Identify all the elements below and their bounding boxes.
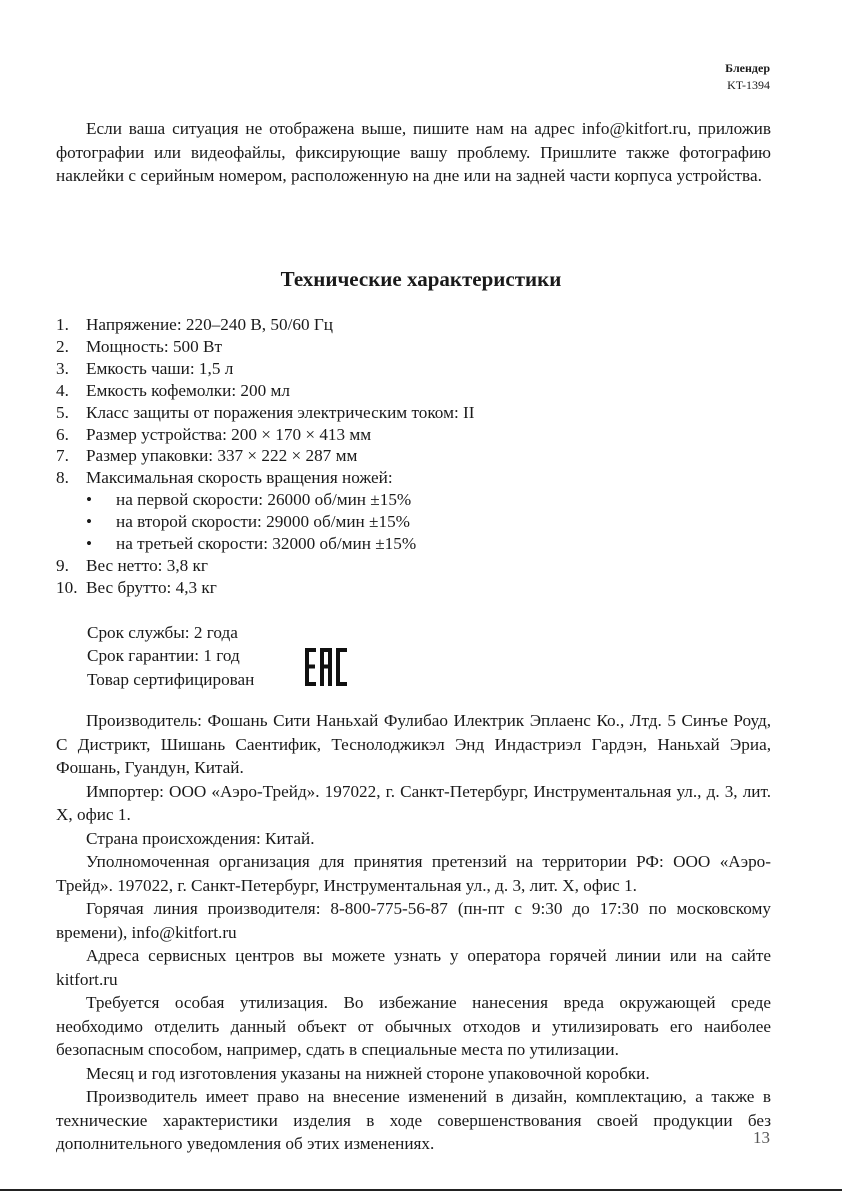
spec-sub-text: на третьей скорости: 32000 об/мин ±15% [116,534,417,554]
spec-text: Вес брутто: 4,3 кг [86,577,217,597]
spec-number: 8. [56,468,69,488]
manufacturer-paragraph: Производитель: Фошань Сити Наньхай Фулибао Илектрик Эплаенс Ко., Лтд. 5 Синъе Роуд, С Дистрикт, Шишань Саентифик, Теснолоджикэл Энд Индастриэл Гардэн, Наньхай Эриа, Фошань, Гуандун, Китай. [56,711,771,777]
spec-text: Мощность: 500 Вт [86,336,223,356]
spec-sub-item [56,489,756,511]
spec-item [56,467,756,489]
certification-note: Товар сертифицирован [87,669,255,689]
bullet-icon: • [86,534,93,554]
spec-number: 1. [56,315,69,334]
service-centers-paragraph: Адреса сервисных центров вы можете узнать у оператора горячей линии или на сайте kitfort.ru [56,946,771,989]
bullet-icon: • [86,490,93,510]
warranty-period: Срок гарантии: 1 год [87,646,240,666]
eac-mark-icon [304,647,348,687]
spec-text: Максимальная скорость вращения ножей: [86,468,393,488]
intro-section [56,117,771,188]
spec-item [56,555,756,577]
product-name: Блендер [725,61,770,75]
bottom-divider [0,1189,842,1191]
spec-number: 3. [56,358,69,378]
spec-text: Вес нетто: 3,8 кг [86,555,208,575]
spec-text: Напряжение: 220–240 В, 50/60 Гц [86,315,333,334]
spec-number: 2. [56,336,69,356]
model-number: KT-1394 [727,78,770,92]
spec-number: 6. [56,424,69,444]
spec-item [56,380,756,402]
spec-item [56,445,756,467]
spec-text: Размер устройства: 200 × 170 × 413 мм [86,424,372,444]
spec-item [56,336,756,358]
info-section [56,709,771,1156]
page-header [725,60,770,94]
bullet-icon: • [86,512,93,532]
spec-number: 4. [56,380,69,400]
spec-number: 9. [56,555,69,575]
specs-list [56,314,756,599]
spec-number: 7. [56,446,69,466]
spec-sub-text: на первой скорости: 26000 об/мин ±15% [116,490,412,510]
hotline-paragraph: Горячая линия производителя: 8-800-775-56-87 (пн-пт с 9:30 до 17:30 по московскому времени), info@kitfort.ru [56,899,771,942]
spec-text: Класс защиты от поражения электрическим током: II [86,402,475,422]
spec-text: Емкость кофемолки: 200 мл [86,380,290,400]
manufacture-date-paragraph: Месяц и год изготовления указаны на нижней стороне упаковочной коробки. [86,1063,650,1083]
spec-item [56,314,756,336]
spec-text: Емкость чаши: 1,5 л [86,358,234,378]
service-life: Срок службы: 2 года [87,623,238,642]
specs-title: Технические характеристики [280,267,562,291]
changes-paragraph: Производитель имеет право на внесение изменений в дизайн, комплектацию, а также в технические характеристики изделия в ходе совершенствования своей продукции без дополнительного уведомления об этих изменениях. [56,1087,771,1153]
spec-number: 5. [56,402,69,422]
service-info [87,621,254,691]
spec-item [56,424,756,446]
spec-sub-item [56,511,756,533]
spec-item [56,577,756,599]
spec-item [56,402,756,424]
page-number: 13 [753,1128,770,1147]
authorized-org-paragraph: Уполномоченная организация для принятия претензий на территории РФ: ООО «Аэро-Трейд». 197022, г. Санкт-Петербург, Инструментальная ул., д. 3, лит. Х, офис 1. [56,852,771,895]
spec-item [56,358,756,380]
disposal-paragraph: Требуется особая утилизация. Во избежание нанесения вреда окружающей среде необходимо отделить данный объект от обычных отходов и утилизировать его наиболее безопасным способом, например, сдать в специальные места по утилизации. [56,993,771,1059]
origin-paragraph: Страна происхождения: Китай. [86,828,315,848]
importer-paragraph: Импортер: ООО «Аэро-Трейд». 197022, г. Санкт-Петербург, Инструментальная ул., д. 3, лит. Х, офис 1. [56,781,771,824]
spec-text: Размер упаковки: 337 × 222 × 287 мм [86,446,358,466]
spec-sub-text: на второй скорости: 29000 об/мин ±15% [116,512,410,532]
spec-number: 10. [56,577,78,597]
spec-sub-item [56,533,756,555]
intro-paragraph: Если ваша ситуация не отображена выше, пишите нам на адрес info@kitfort.ru, приложив фотографии или видеофайлы, фиксирующие вашу проблему. Пришлите также фотографию наклейки с серийным номером, расположенную на дне или на задней части корпуса устройства. [56,119,771,185]
